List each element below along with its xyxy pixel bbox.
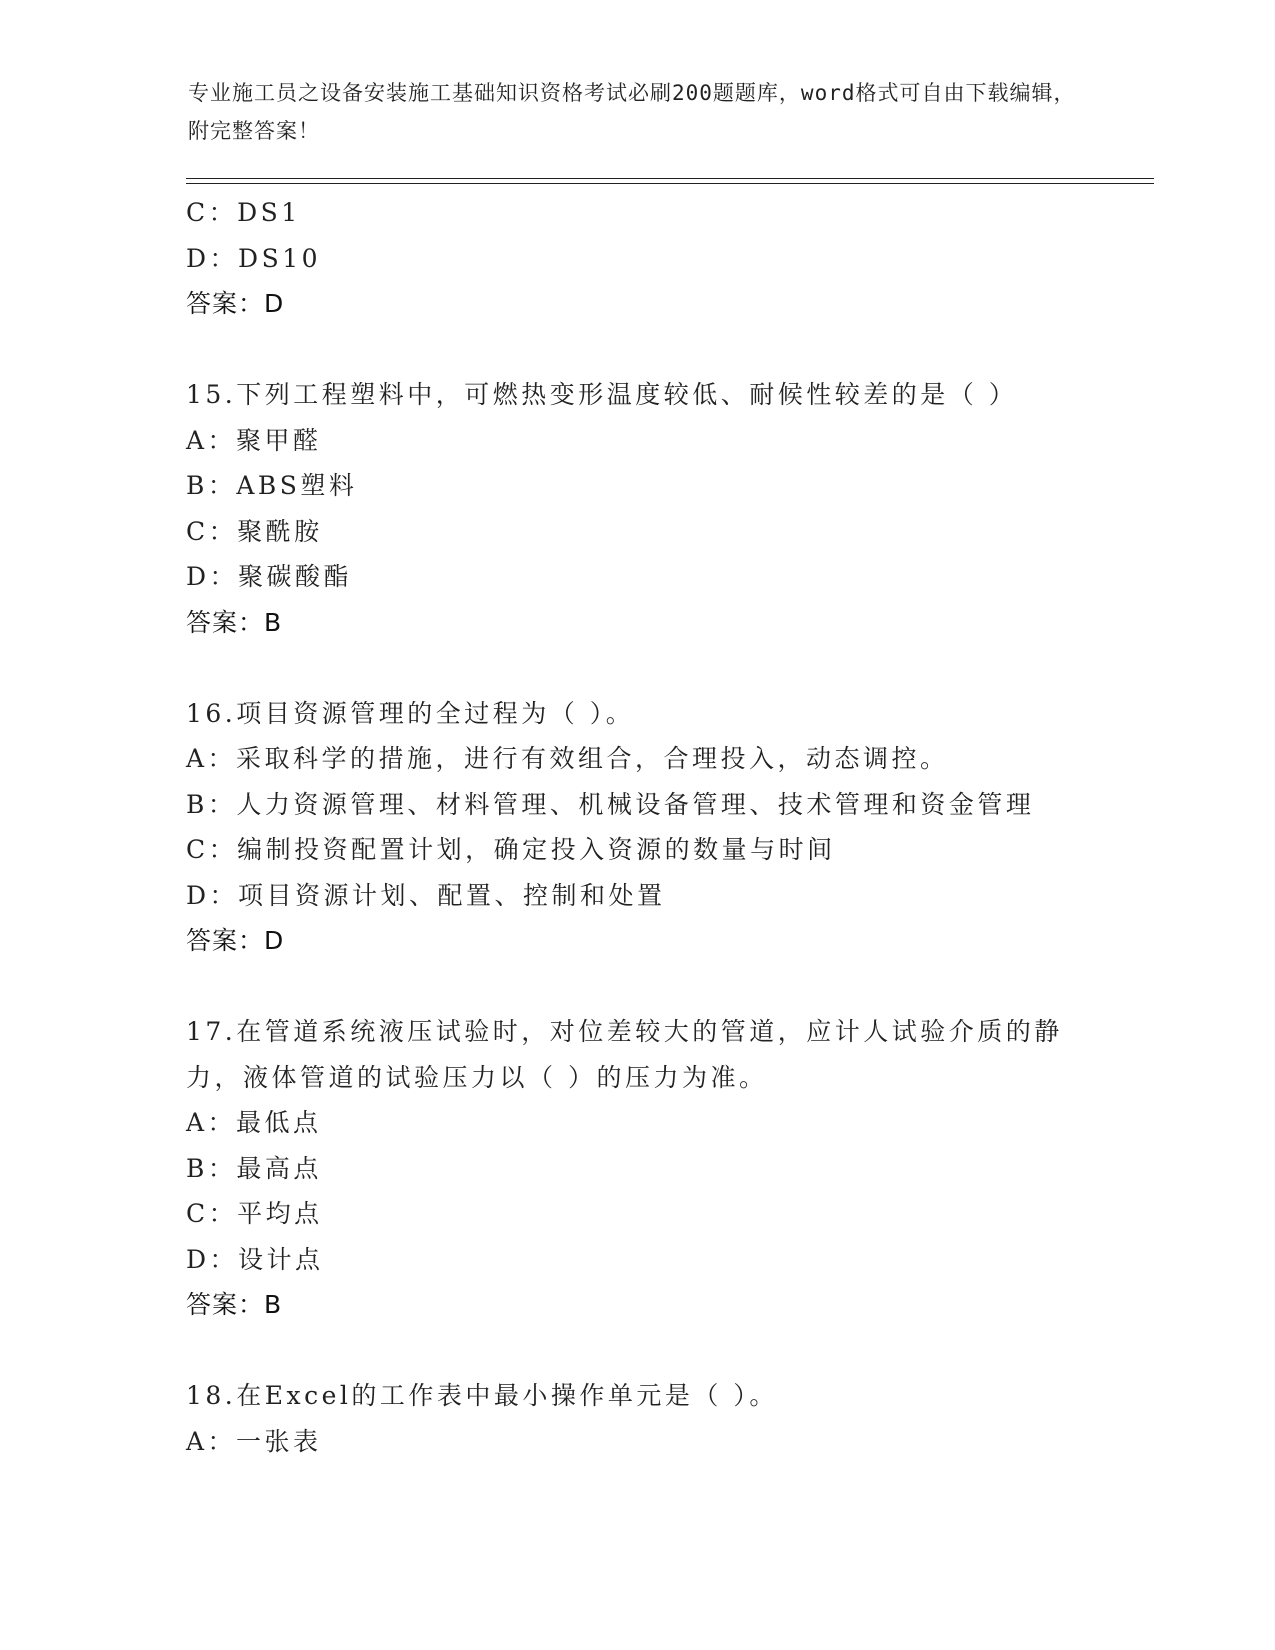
question-text: 16.项目资源管理的全过程为（ ）。 xyxy=(186,698,635,728)
option-c: C：编制投资配置计划，确定投入资源的数量与时间 xyxy=(186,835,836,864)
answer: 答案：D xyxy=(186,289,285,318)
spacer xyxy=(186,1328,1136,1374)
option-d: D：聚碳酸酯 xyxy=(186,562,353,591)
option-d: D：DS10 xyxy=(186,243,322,273)
spacer xyxy=(186,327,1136,373)
header-divider-bottom xyxy=(186,183,1154,184)
spacer xyxy=(186,964,1136,1010)
option-b: B：最高点 xyxy=(186,1153,322,1183)
header-divider-top xyxy=(186,178,1154,179)
question-17 xyxy=(186,1009,1136,1328)
question-15 xyxy=(186,372,1136,645)
answer: 答案：B xyxy=(186,1290,283,1319)
option-b: B：ABS塑料 xyxy=(186,471,358,500)
option-d: D：项目资源计划、配置、控制和处置 xyxy=(186,880,666,910)
option-a: A：聚甲醛 xyxy=(186,425,322,455)
option-a: A：采取科学的措施，进行有效组合，合理投入，动态调控。 xyxy=(186,744,949,773)
question-18 xyxy=(186,1373,1136,1464)
question-text: 17.在管道系统液压试验时，对位差较大的管道，应计人试验介质的静力，液体管道的试验压力以（ ）的压力为准。 xyxy=(186,1017,1063,1092)
option-d: D：设计点 xyxy=(186,1244,324,1274)
spacer xyxy=(186,645,1136,691)
question-14 xyxy=(186,190,1136,327)
question-16 xyxy=(186,691,1136,964)
option-c: C：聚酰胺 xyxy=(186,516,323,546)
option-c: C：DS1 xyxy=(186,198,301,227)
option-a: A：最低点 xyxy=(186,1108,322,1137)
document-header: 专业施工员之设备安装施工基础知识资格考试必刷200题题库，word格式可自由下载编辑，附完整答案！ xyxy=(188,81,1076,143)
option-a: A：一张表 xyxy=(186,1426,322,1456)
answer: 答案：B xyxy=(186,607,283,637)
question-list xyxy=(186,190,1136,1464)
question-text: 15.下列工程塑料中，可燃热变形温度较低、耐候性较差的是（ ） xyxy=(186,380,1018,409)
answer: 答案：D xyxy=(186,926,285,955)
option-c: C：平均点 xyxy=(186,1199,323,1228)
question-text: 18.在Excel的工作表中最小操作单元是（ ）。 xyxy=(186,1381,778,1410)
option-b: B：人力资源管理、材料管理、机械设备管理、技术管理和资金管理 xyxy=(186,789,1035,819)
